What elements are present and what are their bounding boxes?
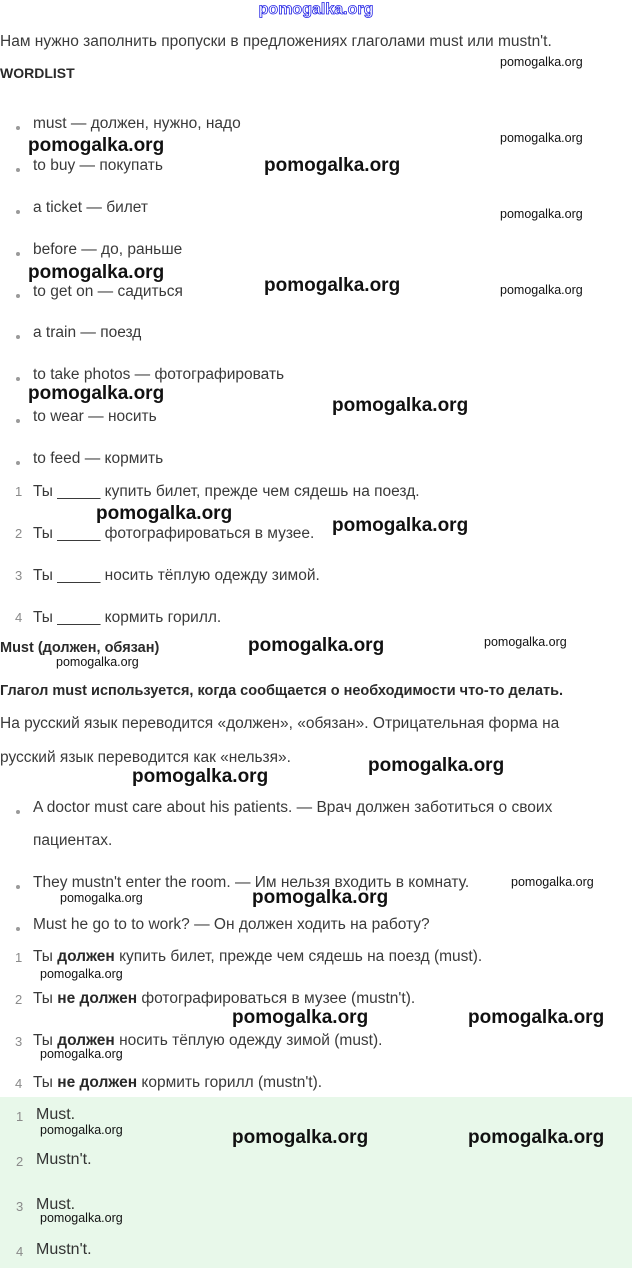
bullet <box>16 461 20 465</box>
item-number: 3 <box>15 1034 23 1049</box>
watermark: pomogalka.org <box>468 1007 605 1028</box>
watermark: pomogalka.org <box>248 635 385 656</box>
bullet <box>16 377 20 381</box>
watermark: pomogalka.org <box>40 967 123 981</box>
wordlist-item: to buy — покупать <box>33 157 163 174</box>
exercise-item: Ты _____ носить тёплую одежду зимой. <box>33 567 320 584</box>
item-number: 3 <box>15 568 23 583</box>
item-number: 2 <box>15 992 23 1007</box>
exercise-item: Ты _____ кормить горилл. <box>33 609 222 626</box>
solution-item: Ты должен купить билет, прежде чем сядешь на поезд (must). <box>33 948 483 965</box>
wordlist-item: to feed — кормить <box>33 450 164 467</box>
wordlist-item: a ticket — билет <box>33 199 149 216</box>
watermark: pomogalka.org <box>484 635 567 649</box>
watermark: pomogalka.org <box>40 1211 123 1225</box>
answer-item: Mustn't. <box>36 1151 92 1168</box>
watermark: pomogalka.org <box>500 283 583 297</box>
rule-bold: Глагол must используется, когда сообщается о необходимости что-то делать. <box>0 683 564 699</box>
watermark: pomogalka.org <box>500 131 583 145</box>
watermark: pomogalka.org <box>500 207 583 221</box>
exercise-item: Ты _____ купить билет, прежде чем сядешь на поезд. <box>33 483 420 500</box>
watermark: pomogalka.org <box>511 875 594 889</box>
wordlist-item: to get on — садиться <box>33 283 183 300</box>
watermark: pomogalka.org <box>60 891 143 905</box>
bullet <box>16 168 20 172</box>
item-number: 1 <box>15 484 23 499</box>
watermark: pomogalka.org <box>28 383 165 404</box>
bullet <box>16 927 20 931</box>
bullet <box>16 126 20 130</box>
wordlist-item: before — до, раньше <box>33 241 183 258</box>
bullet <box>16 294 20 298</box>
rule-text: русский язык переводится как «нельзя». <box>0 749 291 766</box>
item-number: 4 <box>15 610 23 625</box>
watermark: pomogalka.org <box>368 755 505 776</box>
answer-item: Must. <box>36 1106 76 1123</box>
bullet <box>16 335 20 339</box>
theory-heading: Must (должен, обязан) <box>0 640 160 656</box>
site-header-logo[interactable]: pomogalka.org <box>258 1 374 18</box>
watermark: pomogalka.org <box>96 503 233 524</box>
solution-item: Ты должен носить тёплую одежду зимой (must). <box>33 1032 383 1049</box>
wordlist-title: WORDLIST <box>0 65 75 81</box>
watermark: pomogalka.org <box>40 1047 123 1061</box>
answer-item: Mustn't. <box>36 1241 92 1258</box>
bullet <box>16 810 20 814</box>
watermark: pomogalka.org <box>468 1127 605 1148</box>
example-item-cont: пациентах. <box>33 832 113 849</box>
example-item: Must he go to to work? — Он должен ходить на работу? <box>33 916 430 933</box>
wordlist-item: must — должен, нужно, надо <box>33 115 241 132</box>
solution-item: Ты не должен фотографироваться в музее (mustn't). <box>33 990 416 1007</box>
item-number: 1 <box>15 950 23 965</box>
watermark: pomogalka.org <box>332 515 469 536</box>
item-number: 1 <box>16 1109 24 1124</box>
bullet <box>16 419 20 423</box>
watermark: pomogalka.org <box>40 1123 123 1137</box>
watermark: pomogalka.org <box>132 766 269 787</box>
watermark: pomogalka.org <box>500 55 583 69</box>
watermark: pomogalka.org <box>252 887 389 908</box>
item-number: 2 <box>15 526 23 541</box>
watermark: pomogalka.org <box>232 1127 369 1148</box>
item-number: 4 <box>15 1076 23 1091</box>
example-item: They mustn't enter the room. — Им нельзя входить в комнату. <box>33 874 470 891</box>
wordlist-item: a train — поезд <box>33 324 142 341</box>
wordlist-item: to wear — носить <box>33 408 157 425</box>
watermark: pomogalka.org <box>28 262 165 283</box>
watermark: pomogalka.org <box>28 135 165 156</box>
watermark: pomogalka.org <box>56 655 139 669</box>
bullet <box>16 885 20 889</box>
watermark: pomogalka.org <box>332 395 469 416</box>
example-item: A doctor must care about his patients. — Врач должен заботиться о своих <box>33 799 553 816</box>
bullet <box>16 210 20 214</box>
wordlist-item: to take photos — фотографировать <box>33 366 285 383</box>
solution-item: Ты не должен кормить горилл (mustn't). <box>33 1074 323 1091</box>
exercise-item: Ты _____ фотографироваться в музее. <box>33 525 315 542</box>
item-number: 3 <box>16 1199 24 1214</box>
bullet <box>16 252 20 256</box>
item-number: 4 <box>16 1244 24 1259</box>
item-number: 2 <box>16 1154 24 1169</box>
watermark: pomogalka.org <box>264 275 401 296</box>
answer-item: Must. <box>36 1196 76 1213</box>
task-instruction: Нам нужно заполнить пропуски в предложениях глаголами must или mustn't. <box>0 33 552 50</box>
rule-text: На русский язык переводится «должен», «обязан». Отрицательная форма на <box>0 715 560 732</box>
watermark: pomogalka.org <box>232 1007 369 1028</box>
watermark: pomogalka.org <box>264 155 401 176</box>
